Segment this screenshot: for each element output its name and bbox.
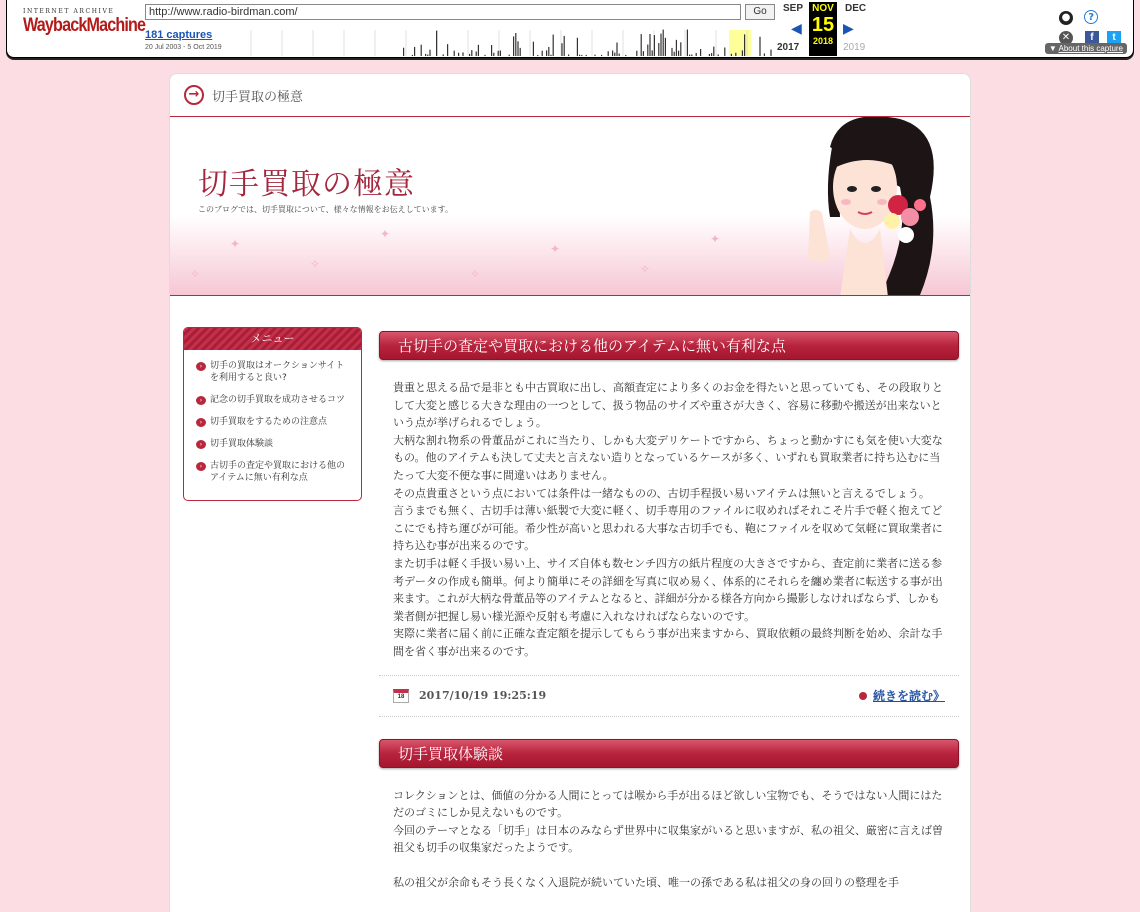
capture-bar [687, 30, 688, 56]
post-title[interactable]: 切手買取体験談 [379, 739, 959, 768]
read-more-label: 続きを読む》 [872, 689, 945, 703]
sparkle-icon: ✧ [190, 267, 201, 281]
capture-bar [594, 55, 595, 56]
capture-bar [493, 53, 494, 56]
wayback-toolbar [6, 0, 1134, 58]
post-paragraph: コレクションとは、価値の分かる人間にとっては喉から手が出るほど欲しい宝物でも、そうではない人間にはただのゴミにしか見えないものです。 [393, 788, 943, 820]
capture-bar [744, 34, 745, 56]
capture-bar [731, 54, 732, 56]
site-header [170, 116, 970, 296]
post-paragraph: 言うまでも無く、古切手は薄い紙製で大変に軽く、切手専用のファイルに収めればそれこそ片手で軽く抱えてどこにでも持ち運びが可能。希少性が高いと思われる大事な古切手でも、鞄にファイルを収めて気軽に買取業者に持ち込む事が出来るのです。 [393, 504, 943, 553]
next-arrow-icon[interactable]: ▶ [843, 20, 854, 36]
sparkle-icon: ✧ [310, 257, 321, 271]
sidebar-item[interactable] [196, 394, 353, 406]
capture-bar [403, 48, 404, 56]
capture-bar [764, 53, 765, 56]
wayback-logo-top: INTERNET ARCHIVE [23, 8, 115, 15]
capture-bar [663, 30, 664, 56]
capture-bar [742, 50, 743, 56]
capture-bar [689, 55, 690, 56]
chevron-right-icon: › [196, 396, 206, 405]
post-date-text: 2017/10/19 19:25:19 [419, 689, 547, 702]
help-icon[interactable]: ? [1084, 10, 1098, 24]
capture-bar [421, 45, 422, 56]
capture-bar [537, 55, 538, 56]
url-input[interactable]: http://www.radio-birdman.com/ [145, 4, 741, 20]
blog-post [379, 331, 959, 717]
capture-bar [671, 48, 672, 56]
capture-bar [608, 51, 609, 56]
sparkle-icon: ✧ [640, 262, 651, 276]
capture-bar [601, 55, 602, 56]
capture-bar [660, 34, 661, 56]
capture-bar [625, 55, 626, 56]
capture-bar [616, 42, 617, 56]
breadcrumb-label[interactable]: 切手買取の極意 [212, 89, 304, 105]
capture-bar [469, 54, 470, 56]
capture-bar [678, 51, 679, 56]
current-day: 15 [811, 14, 835, 36]
capture-bar [546, 50, 547, 56]
sidebar-title: メニュー [184, 328, 361, 350]
capture-bar [471, 50, 472, 56]
go-button[interactable]: Go [745, 4, 775, 20]
capture-bar [550, 55, 551, 56]
capture-bar [561, 43, 562, 56]
twitter-icon[interactable]: t [1107, 31, 1121, 45]
capture-bar [713, 47, 714, 56]
capture-bar [447, 44, 448, 56]
capture-bar [491, 45, 492, 56]
capture-bar [700, 49, 701, 56]
capture-bar [509, 55, 510, 56]
capture-bar [533, 42, 534, 56]
capture-bar [612, 50, 613, 56]
capture-bar [614, 53, 615, 56]
sparkle-icon: ✦ [380, 227, 391, 241]
capture-bar [500, 50, 501, 56]
capture-bar [476, 52, 477, 56]
capture-bar [718, 54, 719, 56]
capture-bar [674, 52, 675, 56]
capture-bar [680, 42, 681, 56]
capture-bar [654, 35, 655, 56]
wayback-logo[interactable] [23, 8, 146, 37]
sidebar-item[interactable] [196, 438, 353, 450]
header-illustration [770, 117, 970, 296]
post-date [393, 689, 546, 703]
post-paragraph: 大柄な割れ物系の骨董品がこれに当たり、しかも大変デリケートですから、ちょっと動かすにも気を使い大変なもの。他のアイテムも決して丈夫と言えない造りとなっているケースが多く、いずれも買取業者に持ち込むに当たって大変不便な事に間違いはありません。 [393, 433, 943, 482]
capture-bar [643, 51, 644, 56]
capture-bar [665, 38, 666, 56]
prev-year[interactable]: 2017 [777, 42, 800, 53]
post-paragraph: 私の祖父が余命もそう長くなく入退院が続いていた頃、唯一の孫である私は祖父の身の回りの整理を手 [393, 876, 899, 890]
blog-post [379, 739, 959, 899]
capture-bar [568, 54, 569, 56]
capture-bar [436, 31, 437, 56]
capture-bar [498, 51, 499, 56]
capture-bar [484, 55, 485, 56]
capture-bar [429, 50, 430, 56]
capture-bar [724, 47, 725, 56]
capture-bar [478, 45, 479, 56]
user-icon[interactable]: ● [1059, 11, 1073, 25]
next-year[interactable]: 2019 [843, 42, 866, 53]
sidebar-item-label: 古切手の査定や買取における他のアイテムに無い有利な点 [210, 461, 346, 483]
post-paragraph: その点貴重さという点においては条件は一緒なものの、古切手程扱い易いアイテムは無いと言えるでしょう。 [393, 486, 930, 500]
post-paragraph: 実際に業者に届く前に正確な査定額を提示してもらう事が出来ますから、買取依頼の最終判断を始め、余計な手間を省く事が出来るのです。 [393, 627, 943, 658]
next-month[interactable]: DEC [845, 3, 867, 14]
site-description: このブログでは、切手買取について、様々な情報をお伝えしています。 [198, 205, 454, 214]
capture-bar [517, 41, 518, 56]
capture-bar [619, 54, 620, 56]
sparkle-icon: ✧ [470, 267, 481, 281]
capture-bar [443, 54, 444, 56]
facebook-icon[interactable]: f [1085, 31, 1099, 45]
capture-bar [454, 51, 455, 56]
sparkle-icon: ✦ [550, 242, 561, 256]
about-capture-label: About this capture [1058, 44, 1123, 53]
post-paragraph: また切手は軽く手扱い易い上、サイズ自体も数センチ四方の紙片程度の大きさですから、査定前に業者に送る参考データの作成も簡単。何より簡単にその詳細を写真に収め易く、体系的にそれらを纏め業者に転送する事が出来ます。これが大柄な骨董品等のアイテムとなると、詳細が分かる様各方向から撮影しなければならず、しかも業者側が把握し易い様光源や反射も考慮に入れなければならないのです。 [393, 556, 943, 623]
capture-bar [462, 52, 463, 56]
sidebar-item[interactable] [196, 360, 353, 384]
sparkle-icon: ✦ [710, 232, 721, 246]
capture-bar [579, 55, 580, 56]
capture-bar [548, 47, 549, 56]
capture-bar [586, 55, 587, 56]
blog-page [169, 73, 971, 912]
sidebar-list [184, 350, 361, 500]
current-year-highlight [729, 30, 751, 56]
capture-bar [770, 50, 771, 56]
capture-bar [427, 55, 428, 56]
post-paragraph: 今回のテーマとなる「切手」は日本のみならず世界中に収集家がいると思いますが、私の祖父、厳密に言えば曽祖父も切手の収集家だったようです。 [393, 823, 943, 855]
capture-bar [414, 47, 415, 56]
capture-bar [564, 36, 565, 56]
arrow-circle-icon: → [184, 85, 204, 105]
capture-bar [458, 53, 459, 56]
about-capture-button[interactable]: ▼ About this capture [1045, 43, 1127, 54]
capture-bar [709, 54, 710, 56]
chevron-right-icon: › [196, 362, 206, 371]
capture-bar [515, 33, 516, 56]
post-paragraph [393, 857, 945, 875]
capture-bar [412, 55, 413, 56]
sidebar-item[interactable] [196, 460, 353, 484]
wayback-logo-main: WaybackMachine [23, 15, 146, 36]
sidebar-menu [183, 327, 362, 501]
capture-bar [759, 37, 760, 56]
post-title[interactable]: 古切手の査定や買取における他のアイテムに無い有利な点 [379, 331, 959, 360]
capture-bar [658, 43, 659, 56]
capture-sparkline[interactable] [243, 22, 775, 56]
sidebar-item-label: 切手買取体験談 [210, 439, 274, 449]
capture-bar [711, 53, 712, 56]
current-date [809, 2, 837, 56]
capture-bar [520, 48, 521, 56]
capture-bar [581, 55, 582, 56]
chevron-right-icon: › [196, 440, 206, 449]
bullet-icon [859, 692, 867, 700]
read-more-link[interactable] [859, 687, 945, 704]
capture-bar [676, 40, 677, 56]
social-links [1082, 25, 1121, 45]
capture-bar [553, 35, 554, 56]
main-content [379, 331, 959, 898]
capture-bar [652, 50, 653, 56]
capture-range: 20 Jul 2003 - 5 Oct 2019 [145, 44, 222, 51]
post-paragraph: 貴重と思える品で是非とも中古買取に出し、高額査定により多くのお金を得たいと思っていても、その段取りとして大変と感じる大きな理由の一つとして、扱う物品のサイズや重さが大きく、容易に移動や搬送が出来ないという点が挙げられるでしょう。 [393, 381, 943, 430]
post-body [379, 360, 959, 667]
capture-bar [649, 34, 650, 56]
capture-bar [691, 54, 692, 56]
close-icon[interactable]: ✕ [1059, 31, 1073, 45]
site-title[interactable]: 切手買取の極意 [198, 167, 415, 202]
prev-arrow-icon[interactable]: ◀ [791, 20, 802, 36]
post-meta [379, 675, 959, 717]
sparkle-icon: ✦ [230, 237, 241, 251]
capture-bar [641, 34, 642, 56]
sidebar-item-label: 記念の切手買取を成功させるコツ [210, 395, 346, 405]
sidebar-item[interactable] [196, 416, 353, 428]
current-year: 2018 [812, 36, 834, 46]
toolbar-icons [1053, 5, 1123, 43]
post-body [379, 768, 959, 899]
breadcrumb [170, 74, 970, 116]
sidebar-item-label: 切手の買取はオークションサイトを利用すると良い? [210, 361, 345, 383]
capture-bar [647, 45, 648, 56]
sidebar-item-label: 切手買取をするための注意点 [210, 417, 328, 427]
captures-link[interactable]: 181 captures [145, 29, 213, 41]
current-month: NOV [812, 3, 834, 14]
capture-bar [577, 38, 578, 56]
prev-month[interactable]: SEP [783, 3, 804, 14]
capture-bar [425, 54, 426, 56]
capture-bar [735, 53, 736, 56]
capture-bar [542, 51, 543, 56]
chevron-right-icon: › [196, 418, 206, 427]
chevron-right-icon: › [196, 462, 206, 471]
capture-bar [513, 36, 514, 56]
calendar-nav [777, 2, 881, 56]
capture-bar [696, 53, 697, 56]
calendar-icon: 18 [393, 689, 409, 703]
capture-bar [636, 51, 637, 56]
